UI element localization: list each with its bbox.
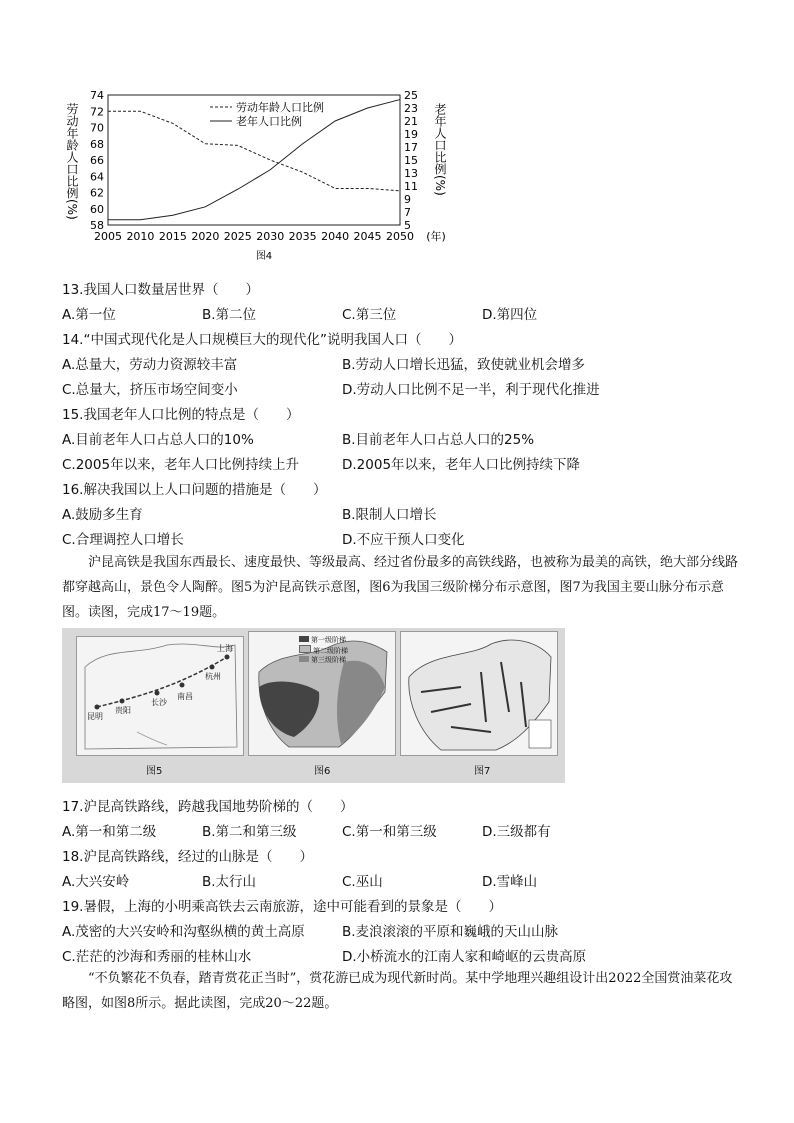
question-19-option-b[interactable]: B.麦浪滚滚的平原和巍峨的天山山脉 [342, 924, 559, 940]
x-tick-label: 2040 [321, 230, 350, 243]
figure-5-railway-map [76, 636, 244, 756]
x-tick-label: 2045 [353, 230, 382, 243]
left-tick-label: 72 [90, 105, 104, 119]
figure-5-svg [77, 637, 243, 755]
legend-label: 老年人口比例 [236, 115, 302, 128]
question-19-option-a[interactable]: A.茂密的大兴安岭和沟壑纵横的黄土高原 [62, 924, 305, 940]
left-tick-label: 74 [90, 89, 104, 102]
left-tick-label: 58 [90, 219, 104, 232]
x-tick-label: 2010 [126, 230, 155, 243]
legend-first-step: 第一级阶梯 [311, 636, 346, 644]
figure-6-terrain-map [248, 631, 396, 756]
city-shanghai: 上海 [217, 644, 233, 653]
question-15-option-a[interactable]: A.目前老年人口占总人口的10% [62, 432, 254, 448]
passage-hukun-railway: 沪昆高铁是我国东西最长、速度最快、等级最高、经过省份最多的高铁线路，也被称为最美的高铁，绝大部分线路都穿越高山，景色令人陶醉。图5为沪昆高铁示意图，图6为我国三级阶梯分布示意图，图7为我国主要山脉分布示意图。读图，完成17～19题。 [62, 555, 739, 620]
question-17-option-b[interactable]: B.第二和第三级 [202, 824, 297, 840]
question-16-option-b[interactable]: B.限制人口增长 [342, 507, 437, 523]
question-19-option-c[interactable]: C.茫茫的沙海和秀丽的桂林山水 [62, 949, 252, 965]
left-tick-label: 70 [90, 121, 104, 135]
x-axis-unit: (年) [426, 230, 446, 243]
right-tick-label: 21 [404, 115, 418, 128]
legend-third-step: 第三级阶梯 [311, 656, 346, 664]
question-16-stem: 16.解决我国以上人口问题的措施是（ ） [62, 482, 327, 498]
question-18-option-a[interactable]: A.大兴安岭 [62, 874, 130, 890]
question-18-stem: 18.沪昆高铁路线，经过的山脉是（ ） [62, 849, 313, 865]
question-13-option-c[interactable]: C.第三位 [342, 307, 397, 323]
question-19-stem: 19.暑假，上海的小明乘高铁去云南旅游，途中可能看到的景象是（ ） [62, 899, 502, 915]
question-18-option-b[interactable]: B.太行山 [202, 874, 257, 890]
question-13-stem: 13.我国人口数量居世界（ ） [62, 282, 259, 298]
question-19-option-d[interactable]: D.小桥流水的江南人家和崎岖的云贵高原 [342, 949, 587, 965]
question-17-option-d[interactable]: D.三级都有 [482, 824, 551, 840]
question-14-stem: 14.“中国式现代化是人口规模巨大的现代化”说明我国人口（ ） [62, 332, 462, 348]
right-tick-label: 15 [404, 154, 418, 167]
x-tick-label: 2015 [158, 230, 187, 243]
right-tick-label: 7 [404, 206, 411, 219]
right-tick-label: 23 [404, 102, 418, 115]
question-15-option-c[interactable]: C.2005年以来，老年人口比例持续上升 [62, 457, 300, 473]
figure-6-legend [299, 636, 348, 665]
figure-7-svg [401, 632, 557, 755]
question-16-option-a[interactable]: A.鼓励多生育 [62, 507, 143, 523]
question-17-option-c[interactable]: C.第一和第三级 [342, 824, 437, 840]
x-tick-label: 2005 [94, 230, 122, 243]
figure-7-mountain-map [400, 631, 558, 756]
question-15-stem: 15.我国老年人口比例的特点是（ ） [62, 407, 300, 423]
map-figures [62, 628, 565, 783]
right-axis-title: 老年人口比例(%) [433, 103, 447, 196]
question-16-option-c[interactable]: C.合理调控人口增长 [62, 532, 184, 548]
figure-6-label: 图6 [314, 766, 331, 777]
legend-second-step: 第二级阶梯 [313, 647, 348, 655]
passage-rapeseed-flowers: “不负繁花不负春，踏青赏花正当时”，赏花游已成为现代新时尚。某中学地理兴趣组设计出2022全国赏油菜花攻略图，如图8所示。据此读图，完成20～22题。 [62, 971, 733, 1011]
question-18-option-d[interactable]: D.雪峰山 [482, 874, 538, 890]
city-hangzhou: 杭州 [205, 672, 221, 681]
city-changsha: 长沙 [151, 698, 167, 707]
question-15-option-d[interactable]: D.2005年以来，老年人口比例持续下降 [342, 457, 581, 473]
x-tick-label: 2025 [223, 230, 252, 243]
x-tick-label: 2020 [191, 230, 220, 243]
city-kunming: 昆明 [87, 712, 103, 721]
question-14-option-b[interactable]: B.劳动人口增长迅猛，致使就业机会增多 [342, 357, 586, 373]
left-axis-title: 劳动年龄人口比例(%) [65, 103, 79, 220]
question-13-option-d[interactable]: D.第四位 [482, 307, 538, 323]
question-14-option-d[interactable]: D.劳动人口比例不足一半，利于现代化推进 [342, 382, 600, 398]
left-tick-label: 66 [90, 154, 104, 167]
question-13-option-a[interactable]: A.第一位 [62, 307, 116, 323]
question-18-option-c[interactable]: C.巫山 [342, 874, 383, 890]
question-17-stem: 17.沪昆高铁路线，跨越我国地势阶梯的（ ） [62, 799, 354, 815]
chart-svg [60, 85, 447, 275]
right-tick-label: 11 [404, 180, 418, 193]
figure-5-label: 图5 [146, 766, 163, 777]
right-tick-label: 19 [404, 128, 418, 141]
population-chart [60, 85, 447, 275]
question-15-option-b[interactable]: B.目前老年人口占总人口的25% [342, 432, 535, 448]
right-tick-label: 13 [404, 167, 418, 180]
question-14-option-c[interactable]: C.总量大，挤压市场空间变小 [62, 382, 238, 398]
question-17-option-a[interactable]: A.第一和第二级 [62, 824, 157, 840]
x-tick-label: 2035 [288, 230, 317, 243]
question-16-option-d[interactable]: D.不应干预人口变化 [342, 532, 465, 548]
question-14-option-a[interactable]: A.总量大，劳动力资源较丰富 [62, 357, 238, 373]
left-tick-label: 62 [90, 186, 104, 200]
legend-label: 劳动年龄人口比例 [236, 101, 324, 114]
city-guiyang: 贵阳 [115, 706, 131, 715]
figure-4-label: 图4 [255, 251, 273, 262]
left-tick-label: 68 [90, 137, 104, 151]
right-tick-label: 25 [404, 89, 418, 102]
figure-7-label: 图7 [474, 766, 491, 777]
left-tick-label: 64 [90, 170, 104, 184]
city-nanchang: 南昌 [177, 692, 193, 701]
left-tick-label: 60 [90, 202, 104, 216]
right-tick-label: 9 [404, 193, 411, 206]
x-tick-label: 2050 [386, 230, 414, 243]
question-13-option-b[interactable]: B.第二位 [202, 307, 257, 323]
x-tick-label: 2030 [256, 230, 285, 243]
right-tick-label: 17 [404, 141, 418, 154]
right-tick-label: 5 [404, 219, 411, 232]
